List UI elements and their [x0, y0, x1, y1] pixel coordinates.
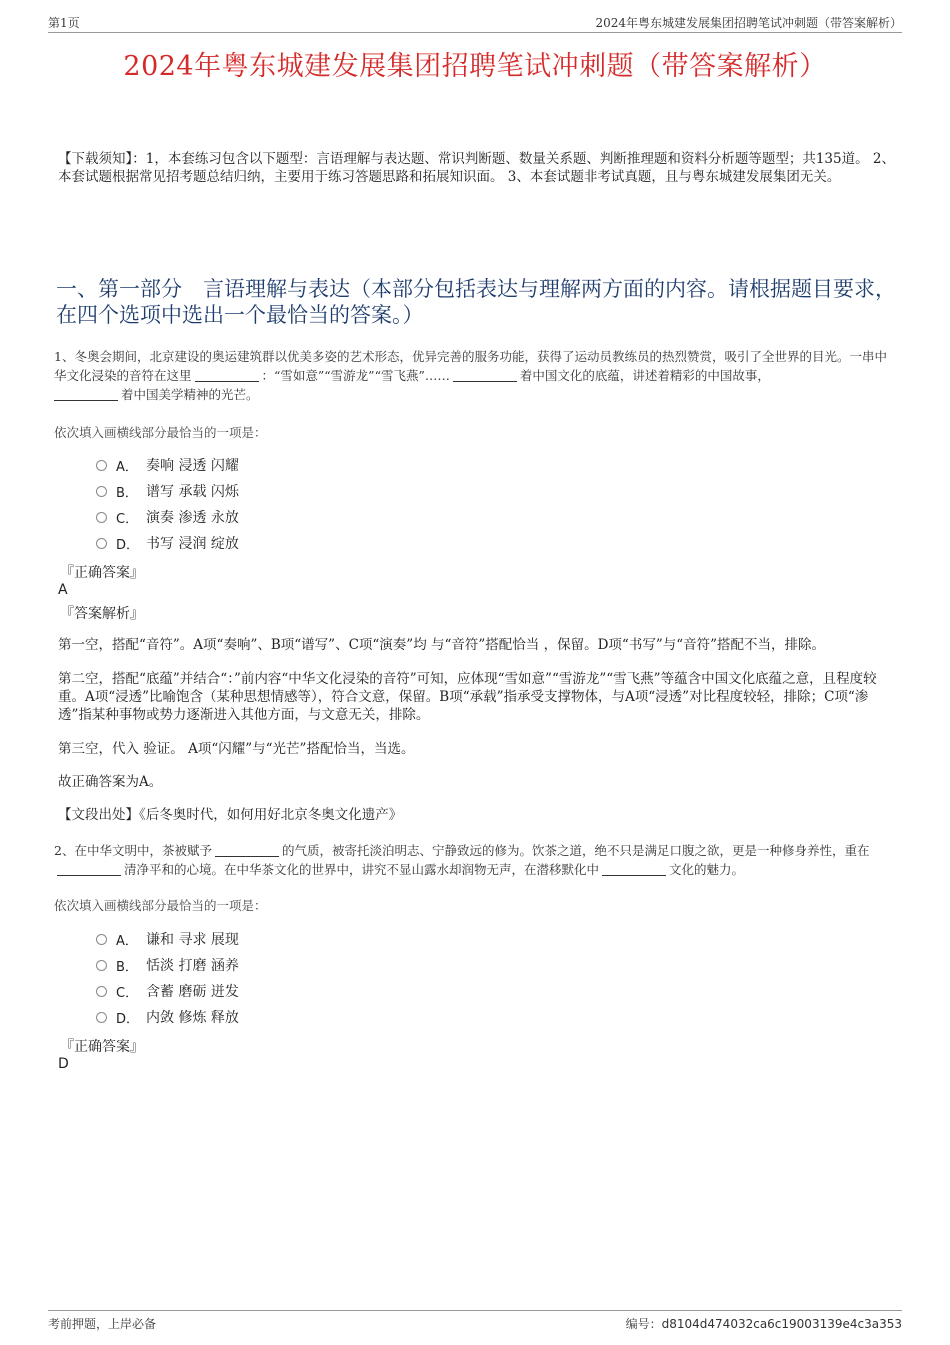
analysis-conclusion: 故正确答案为A。	[58, 774, 163, 790]
correct-answer: A	[58, 582, 68, 598]
option-a[interactable]: A． 奏响 浸透 闪耀	[96, 452, 496, 478]
page-header	[48, 12, 902, 33]
option-d[interactable]: D． 内敛 修炼 释放	[96, 1004, 496, 1030]
document-code: 编号：d8104d474032ca6c19003139e4c3a353	[625, 1317, 902, 1331]
radio-icon[interactable]	[96, 960, 107, 971]
answer-blank	[195, 369, 259, 382]
option-c[interactable]: C． 含蓄 磨砺 迸发	[96, 978, 496, 1004]
correct-answer-label: 『正确答案』	[60, 1039, 144, 1055]
analysis-paragraph: 第一空，搭配“音符”。A项“奏响”、B项“谱写”、C项“演奏”均 与“音符”搭配恰当 ，保留。D项“书写”与“音符”搭配不当，排除。	[58, 637, 826, 653]
answer-blank	[54, 388, 118, 401]
question-1-prompt: 依次填入画横线部分最恰当的一项是：	[54, 425, 267, 440]
page-footer	[48, 1310, 902, 1335]
radio-icon[interactable]	[96, 486, 107, 497]
radio-icon[interactable]	[96, 460, 107, 471]
analysis-paragraph: 第三空，代入 验证。 A项“闪耀”与“光芒”搭配恰当，当选。	[58, 741, 415, 757]
analysis-label: 『答案解析』	[60, 606, 144, 622]
answer-blank	[602, 863, 666, 876]
radio-icon[interactable]	[96, 538, 107, 549]
correct-answer: D	[58, 1056, 69, 1072]
question-1-options	[96, 452, 496, 556]
source-citation: 【文段出处】《后冬奥时代，如何用好北京冬奥文化遗产》	[58, 807, 403, 823]
question-2-options	[96, 926, 496, 1030]
answer-blank	[57, 863, 121, 876]
answer-blank	[453, 369, 517, 382]
answer-blank	[215, 844, 279, 857]
correct-answer-label: 『正确答案』	[60, 565, 144, 581]
radio-icon[interactable]	[96, 986, 107, 997]
download-notice: 【下载须知】：1，本套练习包含以下题型：言语理解与表达题、常识判断题、数量关系题、判断推理题和资料分析题等题型；共135道。 2、本套试题根据常见招考题总结归纳，主要用于练习答题思路和拓展知识面。 3、本套试题非考试真题，且与粤东城建发展集团无关。	[58, 151, 895, 185]
document-title: 2024年粤东城建发展集团招聘笔试冲刺题（带答案解析）	[123, 51, 827, 82]
radio-icon[interactable]	[96, 512, 107, 523]
analysis-paragraph: 第二空，搭配“底蕴”并结合“：”前内容“中华文化浸染的音符”可知，应体现“雪如意”“雪游龙”“雪飞燕”等蕴含中国文化底蕴之意，且程度较重。A项“浸透”比喻饱含（某种思想情感等），符合文意，保留。B项“承载”指承受支撑物体，与A项“浸透”对比程度较轻，排除；C项“渗透”指某种事物或势力逐渐进入其他方面，与文意无关，排除。	[58, 671, 877, 723]
radio-icon[interactable]	[96, 934, 107, 945]
header-doc-title: 2024年粤东城建发展集团招聘笔试冲刺题（带答案解析）	[595, 16, 902, 30]
section-title: 一、第一部分 言语理解与表达（本部分包括表达与理解两方面的内容。请根据题目要求，在四个选项中选出一个最恰当的答案。）	[56, 277, 896, 327]
option-c[interactable]: C． 演奏 渗透 永放	[96, 504, 496, 530]
radio-icon[interactable]	[96, 1012, 107, 1023]
option-d[interactable]: D． 书写 浸润 绽放	[96, 530, 496, 556]
question-2-text: 2、在中华文明中，茶被赋予 的气质，被寄托淡泊明志、宁静致远的修为。饮茶之道，绝不只是满足口腹之欲，更是一种修身养性，重在清净平和的心境。在中华茶文化的世界中，讲究不显山露水却润物无声，在潜移默化中 文化的魅力。	[54, 843, 870, 877]
option-a[interactable]: A． 谦和 寻求 展现	[96, 926, 496, 952]
option-b[interactable]: B． 恬淡 打磨 涵养	[96, 952, 496, 978]
footer-slogan: 考前押题，上岸必备	[48, 1317, 157, 1331]
question-2-prompt: 依次填入画横线部分最恰当的一项是：	[54, 898, 267, 913]
option-b[interactable]: B． 谱写 承载 闪烁	[96, 478, 496, 504]
question-1-text: 1、冬奥会期间，北京建设的奥运建筑群以优美多姿的艺术形态，优异完善的服务功能，获得了运动员教练员的热烈赞赏，吸引了全世界的目光。一串中华文化浸染的音符在这里 ：“雪如意”“雪游龙”“雪飞燕”…… 着中国文化的底蕴，讲述着精彩的中国故事， 着中国美学精神的光芒。	[54, 349, 887, 402]
page-number: 第1页	[48, 16, 80, 30]
